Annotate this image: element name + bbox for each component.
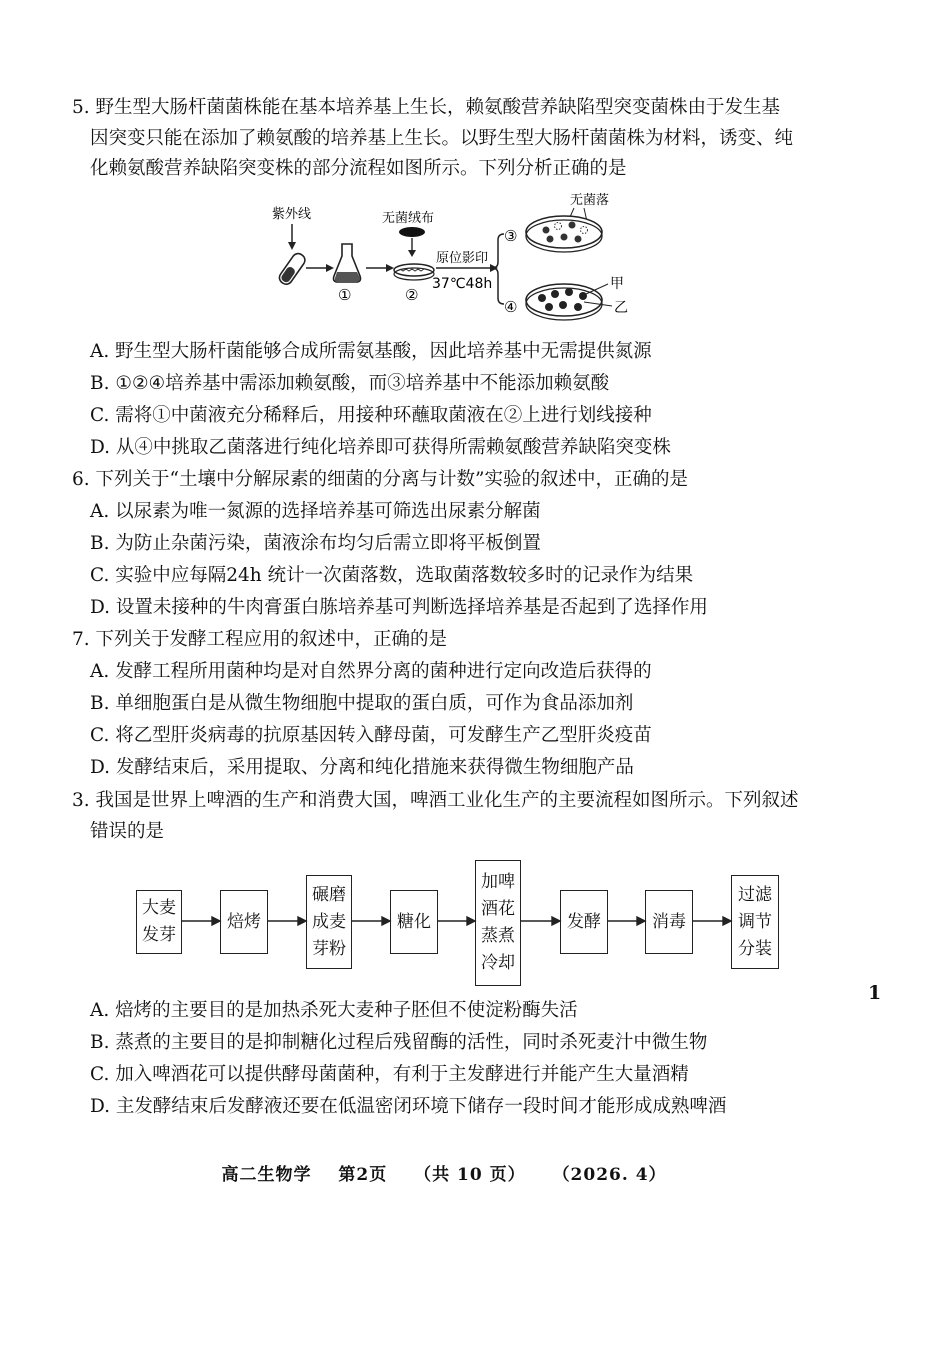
flow-step-5: 加啤 酒花 蒸煮 冷却: [475, 860, 521, 986]
q7-stem: 7. 下列关于发酵工程应用的叙述中，正确的是: [72, 629, 448, 650]
flow-step-1: 大麦 发芽: [136, 890, 182, 954]
q7-option-d: D. 发酵结束后，采用提取、分离和纯化措施来获得微生物细胞产品: [90, 757, 634, 778]
flow-step-6: 发酵: [560, 890, 608, 954]
q6-option-a: A. 以尿素为唯一氮源的选择培养基可筛选出尿素分解菌: [90, 501, 541, 522]
q7-option-c: C. 将乙型肝炎病毒的抗原基因转入酵母菌，可发酵生产乙型肝炎疫苗: [90, 725, 652, 746]
label-jia: 甲: [610, 276, 624, 292]
q5-option-c: C. 需将①中菌液充分稀释后，用接种环蘸取菌液在②上进行划线接种: [90, 405, 652, 426]
flow-step-4: 糖化: [390, 890, 438, 954]
flow-step-2: 焙烤: [220, 890, 268, 954]
q8-stem-line1: 3. 我国是世界上啤酒的生产和消费大国，啤酒工业化生产的主要流程如图所示。下列叙述: [72, 790, 799, 811]
q7-option-b: B. 单细胞蛋白是从微生物细胞中提取的蛋白质，可作为食品添加剂: [90, 693, 634, 714]
label-yi: 乙: [614, 300, 628, 316]
uv-label: 紫外线: [272, 207, 312, 222]
label-c2: ②: [405, 286, 419, 304]
replica-label: 原位影印: [436, 251, 489, 266]
q6-option-b: B. 为防止杂菌污染，菌液涂布均匀后需立即将平板倒置: [90, 533, 541, 554]
velvet-label: 无菌绒布: [382, 211, 435, 226]
q5-stem-line3: 化赖氨酸营养缺陷突变株的部分流程如图所示。下列分析正确的是: [90, 158, 627, 179]
condition-label: 37℃48h: [432, 276, 493, 292]
q6-option-c: C. 实验中应每隔24h 统计一次菌落数，选取菌落数较多时的记录作为结果: [90, 565, 694, 586]
flow-step-3: 碾磨 成麦 芽粉: [306, 875, 352, 969]
no-colony-label: 无菌落: [570, 193, 610, 208]
q8-option-b: B. 蒸煮的主要目的是抑制糖化过程后残留酶的活性，同时杀死麦汁中微生物: [90, 1032, 708, 1053]
label-c3: ③: [504, 227, 518, 245]
flow-step-7: 消毒: [645, 890, 693, 954]
q7-option-a: A. 发酵工程所用菌种均是对自然界分离的菌种进行定向改造后获得的: [90, 661, 652, 682]
label-c4: ④: [504, 298, 518, 316]
flow-step-8: 过滤 调节 分装: [731, 875, 779, 969]
footer-total: （共 10 页）: [414, 1165, 526, 1185]
q6-stem: 6. 下列关于“土壤中分解尿素的细菌的分离与计数”实验的叙述中，正确的是: [72, 469, 688, 490]
q8-option-c: C. 加入啤酒花可以提供酵母菌菌种，有利于主发酵进行并能产生大量酒精: [90, 1064, 689, 1085]
page-footer: [0, 1160, 888, 1185]
side-page-number: 1: [868, 982, 882, 1004]
q5-stem-line2: 因突变只能在添加了赖氨酸的培养基上生长。以野生型大肠杆菌菌株为材料，诱变、纯: [90, 128, 794, 149]
q5-option-d: D. 从④中挑取乙菌落进行纯化培养即可获得所需赖氨酸营养缺陷突变株: [90, 437, 671, 458]
q5-option-b: B. ①②④培养基中需添加赖氨酸，而③培养基中不能添加赖氨酸: [90, 373, 610, 394]
q6-option-d: D. 设置未接种的牛肉膏蛋白胨培养基可判断选择培养基是否起到了选择作用: [90, 597, 708, 618]
label-c1: ①: [338, 286, 352, 304]
q8-option-a: A. 焙烤的主要目的是加热杀死大麦种子胚但不使淀粉酶失活: [90, 1000, 578, 1021]
footer-date: （2026. 4）: [552, 1165, 667, 1185]
footer-subject: 高二生物学: [221, 1165, 312, 1185]
footer-page: 第2页: [338, 1165, 388, 1185]
q8-stem-line2: 错误的是: [90, 821, 165, 842]
q5-stem-line1: 5. 野生型大肠杆菌菌株能在基本培养基上生长，赖氨酸营养缺陷型突变菌株由于发生基: [72, 97, 781, 118]
q5-option-a: A. 野生型大肠杆菌能够合成所需氨基酸，因此培养基中无需提供氮源: [90, 341, 652, 362]
q8-option-d: D. 主发酵结束后发酵液还要在低温密闭环境下储存一段时间才能形成成熟啤酒: [90, 1096, 727, 1117]
